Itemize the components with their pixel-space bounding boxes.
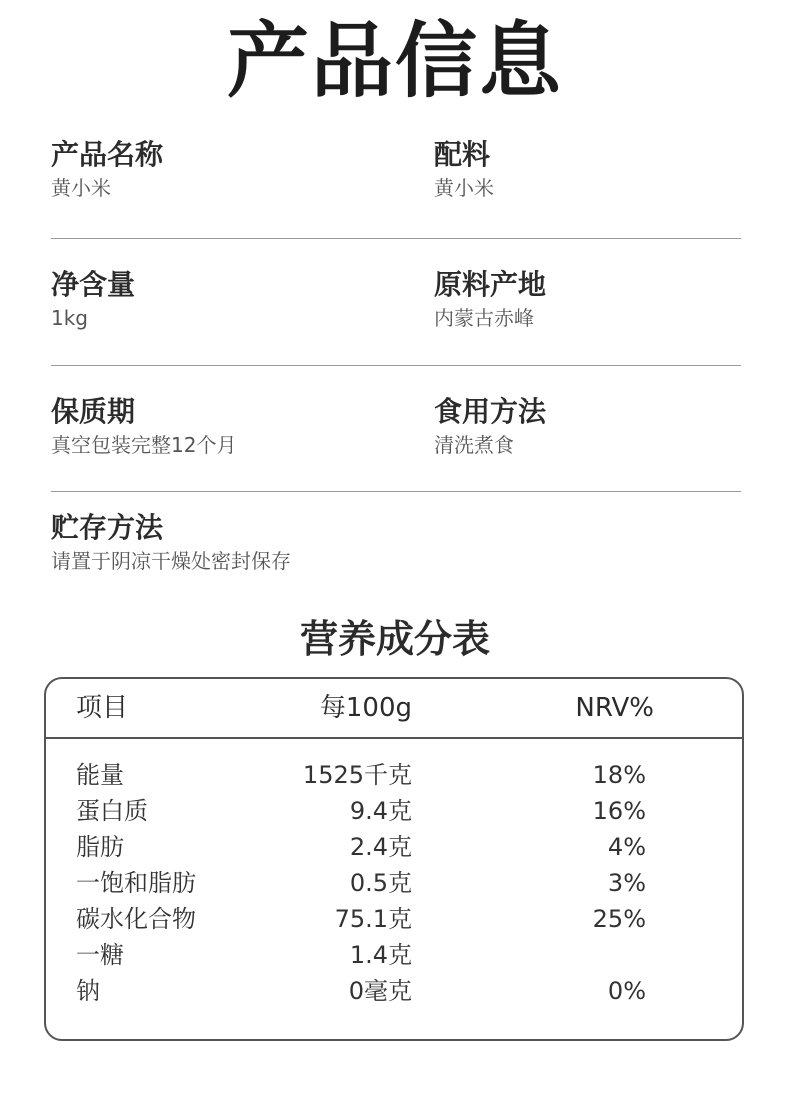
info-value: 内蒙古赤峰	[434, 306, 534, 330]
info-label: 食用方法	[434, 395, 547, 428]
info-label: 贮存方法	[51, 511, 164, 544]
row-nrv: 16%	[592, 797, 646, 825]
info-label: 净含量	[51, 268, 136, 301]
info-shelf-life	[51, 395, 391, 458]
row-nrv: 25%	[592, 905, 646, 933]
header-per-100g: 每100g	[319, 693, 412, 723]
table-row	[46, 757, 742, 793]
divider	[51, 238, 741, 239]
nutrition-title: 营养成分表	[299, 617, 490, 661]
row-nrv: 4%	[607, 833, 646, 861]
row-name: 碳水化合物	[76, 905, 196, 933]
table-row	[46, 973, 742, 1009]
info-label: 配料	[434, 138, 491, 171]
row-nrv: 0%	[607, 977, 646, 1005]
table-row	[46, 865, 742, 901]
info-storage	[51, 511, 551, 574]
info-value: 清洗煮食	[434, 433, 514, 457]
row-per-100g: 0.5克	[349, 869, 412, 897]
row-per-100g: 0毫克	[348, 977, 412, 1005]
table-row	[46, 793, 742, 829]
info-usage	[434, 395, 774, 458]
info-value: 真空包装完整12个月	[51, 433, 237, 457]
row-per-100g: 1.4克	[349, 941, 412, 969]
info-value: 黄小米	[51, 176, 111, 200]
row-per-100g: 1525千克	[302, 761, 412, 789]
row-name: 蛋白质	[76, 797, 148, 825]
header-nrv: NRV%	[575, 693, 654, 723]
row-name: 脂肪	[76, 833, 124, 861]
row-name: 钠	[76, 977, 100, 1005]
row-per-100g: 9.4克	[349, 797, 412, 825]
table-row	[46, 829, 742, 865]
row-name: 一饱和脂肪	[76, 869, 196, 897]
header-item: 项目	[76, 693, 129, 723]
divider	[51, 491, 741, 492]
row-per-100g: 75.1克	[334, 905, 412, 933]
info-net-content	[51, 268, 391, 331]
row-name: 能量	[76, 761, 124, 789]
nutrition-table	[44, 677, 744, 1041]
info-label: 保质期	[51, 395, 136, 428]
page-title: 产品信息	[226, 14, 563, 109]
info-ingredients	[434, 138, 774, 201]
table-row	[46, 901, 742, 937]
row-nrv: 18%	[592, 761, 646, 789]
row-nrv: 3%	[607, 869, 646, 897]
info-value: 黄小米	[434, 176, 494, 200]
row-name: 一糖	[76, 941, 124, 969]
divider	[51, 365, 741, 366]
info-label: 产品名称	[51, 138, 164, 171]
info-origin	[434, 268, 774, 331]
info-product-name	[51, 138, 391, 201]
info-value: 请置于阴凉干燥处密封保存	[51, 549, 291, 573]
table-row	[46, 937, 742, 973]
table-header	[46, 679, 742, 739]
info-label: 原料产地	[434, 268, 547, 301]
row-per-100g: 2.4克	[349, 833, 412, 861]
info-value: 1kg	[51, 306, 89, 330]
